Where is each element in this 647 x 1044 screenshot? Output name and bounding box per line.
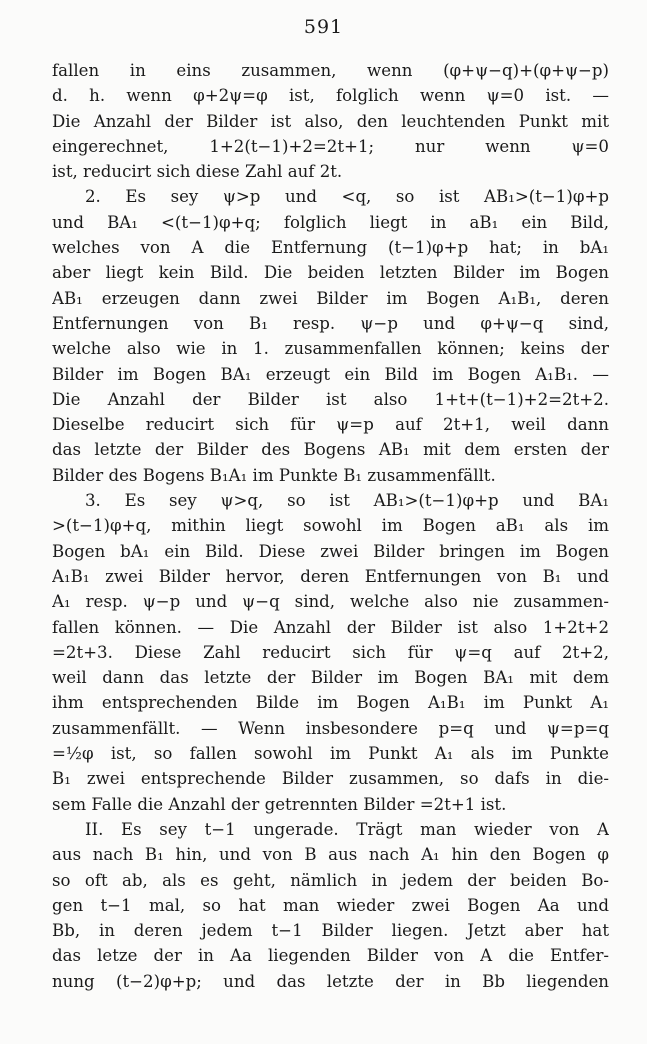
text-line: weil dann das letzte der Bilder im Bogen BA₁ mit dem [52,668,609,688]
text-line: so oft ab, als es geht, nämlich in jedem der beiden Bo- [52,870,609,890]
text-line: sem Falle die Anzahl der getrennten Bilder =2t+1 ist. [52,794,507,814]
text-line: zusammenfällt. — Wenn insbesondere p=q und ψ=p=q [52,718,609,738]
text-line: B₁ zwei entsprechende Bilder zusammen, so dafs in die- [52,769,609,789]
text-line: und BA₁ <(t−1)φ+q; folglich liegt in aB₁ ein Bild, [52,212,609,232]
text-line: Bogen bA₁ ein Bild. Diese zwei Bilder bringen im Bogen [52,541,609,561]
text-line: Bilder des Bogens B₁A₁ im Punkte B₁ zusammenfällt. [52,465,496,485]
text-line: 2. Es sey ψ>p und <q, so ist AB₁>(t−1)φ+p [85,187,609,207]
text-line: Entfernungen von B₁ resp. ψ−p und φ+ψ−q sind, [52,313,609,333]
text-line: ihm entsprechenden Bilde im Bogen A₁B₁ im Punkt A₁ [52,693,609,713]
text-line: welches von A die Entfernung (t−1)φ+p hat; in bA₁ [52,238,609,258]
text-line: A₁ resp. ψ−p und ψ−q sind, welche also nie zusammen- [52,592,609,612]
text-line: Dieselbe reducirt sich für ψ=p auf 2t+1, weil dann [52,415,609,435]
text-body [52,58,609,994]
text-line: >(t−1)φ+q, mithin liegt sowohl im Bogen aB₁ als im [52,516,609,536]
text-line: fallen können. — Die Anzahl der Bilder ist also 1+2t+2 [52,617,609,637]
text-line: Die Anzahl der Bilder ist also 1+t+(t−1)+2=2t+2. [52,389,609,409]
text-line: ist, reducirt sich diese Zahl auf 2t. [52,162,343,182]
text-line: AB₁ erzeugen dann zwei Bilder im Bogen A₁B₁, deren [52,288,609,308]
page-number: 591 [303,16,344,38]
text-line: aus nach B₁ hin, und von B aus nach A₁ hin den Bogen φ [52,845,609,865]
text-line: A₁B₁ zwei Bilder hervor, deren Entfernungen von B₁ und [52,566,609,586]
text-line: aber liegt kein Bild. Die beiden letzten Bilder im Bogen [52,263,609,283]
text-line: gen t−1 mal, so hat man wieder zwei Bogen Aa und [52,895,609,915]
text-line: eingerechnet, 1+2(t−1)+2=2t+1; nur wenn ψ=0 [52,136,609,156]
text-line: 3. Es sey ψ>q, so ist AB₁>(t−1)φ+p und BA₁ [85,491,609,511]
text-line: welche also wie in 1. zusammenfallen können; keins der [52,339,609,359]
text-line: Bilder im Bogen BA₁ erzeugt ein Bild im Bogen A₁B₁. — [52,364,609,384]
text-line: fallen in eins zusammen, wenn (φ+ψ−q)+(φ+ψ−p) [52,61,609,80]
text-line: d. h. wenn φ+2ψ=φ ist, folglich wenn ψ=0 ist. — [52,86,609,106]
text-line: das letzte der Bilder des Bogens AB₁ mit dem ersten der [52,440,609,460]
text-line: =2t+3. Diese Zahl reducirt sich für ψ=q auf 2t+2, [52,642,609,662]
text-line: Bb, in deren jedem t−1 Bilder liegen. Jetzt aber hat [52,921,609,941]
text-line: =½φ ist, so fallen sowohl im Punkt A₁ als im Punkte [52,744,609,764]
text-line: Die Anzahl der Bilder ist also, den leuchtenden Punkt mit [52,111,609,131]
text-line: nung (t−2)φ+p; und das letzte der in Bb liegenden [52,971,609,991]
text-line: II. Es sey t−1 ungerade. Trägt man wieder von A [85,819,609,839]
text-line: das letze der in Aa liegenden Bilder von A die Entfer- [52,946,609,966]
